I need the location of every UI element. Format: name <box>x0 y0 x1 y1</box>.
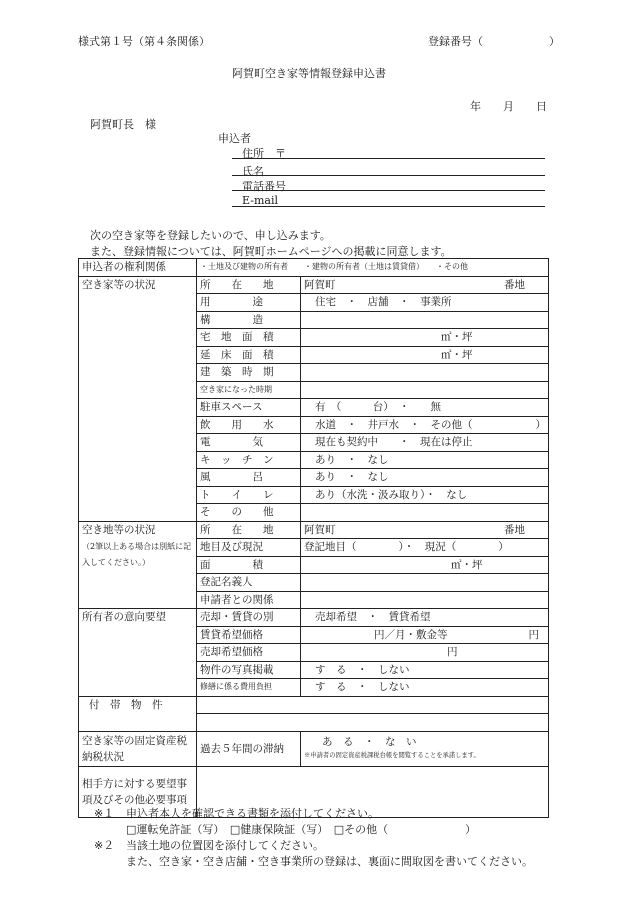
house-toilet-options[interactable]: あり（水洗・汲み取り）・ なし <box>301 486 549 504</box>
house-other-label: そ の 他 <box>197 504 301 522</box>
house-kitchen-label: キ ッ チ ン <box>197 451 301 469</box>
tax-sub-label: 過去５年間の滞納 <box>197 731 301 766</box>
house-build-period-label: 建 築 時 期 <box>197 364 301 382</box>
land-area-field[interactable]: ㎡・坪 <box>301 556 549 574</box>
note-1-text: 申込者本人を確認できる書類を添付してください。 <box>126 807 379 820</box>
house-location-field[interactable] <box>301 276 549 294</box>
tax-options[interactable]: あ る ・ な い <box>322 735 417 748</box>
owner-sale-price-field[interactable]: 円 <box>301 644 549 662</box>
house-build-period-field[interactable] <box>301 364 549 382</box>
house-electricity-options[interactable]: 現在も契約中 ・ 現在は停止 <box>301 434 549 452</box>
land-location-label: 所 在 地 <box>197 521 301 539</box>
house-structure-label: 構 造 <box>197 311 301 329</box>
phone-field[interactable] <box>232 190 545 191</box>
land-location-field[interactable] <box>301 521 549 539</box>
email-label: E-mail <box>242 194 278 207</box>
attached-property-field-2[interactable] <box>197 714 549 732</box>
phone-label: 電話番号 <box>242 180 286 193</box>
house-location-suffix: 番地 <box>504 278 525 291</box>
house-water-options[interactable]: 水道 ・ 井戸水 ・ その他（ ） <box>301 416 549 434</box>
house-location-town: 阿賀町 <box>304 278 336 291</box>
house-usage-options[interactable]: 住宅 ・ 店舗 ・ 事業所 <box>301 294 549 312</box>
owner-rent-deposit-unit: 円 <box>528 628 539 641</box>
owner-rent-price-unit: 円／月・敷金等 <box>374 628 448 641</box>
name-field[interactable] <box>232 175 545 176</box>
house-bath-label: 風 呂 <box>197 469 301 487</box>
address-label: 住所 〒 <box>242 147 286 160</box>
land-section-note: （2筆以上ある場合は別紙に記入してください。） <box>82 541 192 567</box>
note-2-text-2: また、空き家・空き店舗・空き事業所の登録は、裏面に間取図を書いてください。 <box>126 855 533 868</box>
request-label: 相手方に対する要望事項及びその他必要事項 <box>79 766 197 817</box>
house-location-label: 所 在 地 <box>197 276 301 294</box>
house-kitchen-options[interactable]: あり ・ なし <box>301 451 549 469</box>
house-bath-options[interactable]: あり ・ なし <box>301 469 549 487</box>
owner-row <box>79 609 549 627</box>
house-toilet-label: ト イ レ <box>197 486 301 504</box>
date-field[interactable]: 年 月 日 <box>470 100 547 113</box>
house-parking-options[interactable]: 有 （ 台） ・ 無 <box>301 399 549 417</box>
address-field[interactable] <box>232 158 545 159</box>
house-vacant-since-label: 空き家になった時期 <box>197 381 301 399</box>
house-floor-area-label: 延 床 面 積 <box>197 346 301 364</box>
land-area-label: 面 積 <box>197 556 301 574</box>
note-2-text: 当該土地の位置図を添付してください。 <box>126 839 324 852</box>
owner-rent-price-label: 賃貸希望価格 <box>197 626 301 644</box>
owner-sale-rent-options[interactable]: 売却希望 ・ 賃貸希望 <box>301 609 549 627</box>
land-location-suffix: 番地 <box>504 523 525 536</box>
owner-sale-rent-label: 売却・賃貸の別 <box>197 609 301 627</box>
document-title: 阿賀町空き家等情報登録申込書 <box>232 67 386 80</box>
owner-photo-options[interactable]: す る ・ しない <box>301 661 549 679</box>
form-number: 様式第１号（第４条関係） <box>78 35 210 48</box>
intro-line-2: また、登録情報については、阿賀町ホームページへの掲載に同意します。 <box>90 245 452 258</box>
note-1-mark: ※１ <box>94 807 115 820</box>
registration-number-label: 登録番号（ ） <box>428 35 560 48</box>
name-label: 氏名 <box>242 165 264 178</box>
land-row <box>79 521 549 539</box>
attached-property-field-1[interactable] <box>197 696 549 714</box>
tax-note: ※申請者の固定資産税課税台帳を閲覧することを承諾します。 <box>304 751 480 759</box>
house-vacant-since-field[interactable] <box>301 381 549 399</box>
rights-row <box>79 259 549 277</box>
land-registered-owner-field[interactable] <box>301 574 549 592</box>
house-other-field[interactable] <box>301 504 549 522</box>
land-section-label: 空き地等の状況 <box>82 523 156 536</box>
land-category-label: 地目及び現況 <box>197 539 301 557</box>
tax-label: 空き家等の固定資産税納税状況 <box>79 731 197 766</box>
house-water-label: 飲 用 水 <box>197 416 301 434</box>
tax-field[interactable] <box>301 731 549 766</box>
note-2-mark: ※２ <box>94 839 115 852</box>
applicant-heading: 申込者 <box>218 132 251 145</box>
house-usage-label: 用 途 <box>197 294 301 312</box>
owner-repair-cost-label: 修繕に係る費用負担 <box>197 679 301 697</box>
land-category-field[interactable]: 登記地目（ ）・ 現況（ ） <box>301 539 549 557</box>
land-relationship-field[interactable] <box>301 591 549 609</box>
owner-sale-price-label: 売却希望価格 <box>197 644 301 662</box>
note-1-options[interactable]: □運転免許証（写） □健康保険証（写） □その他（ ） <box>126 823 477 836</box>
owner-section-label: 所有者の意向要望 <box>79 609 197 697</box>
owner-photo-label: 物件の写真掲載 <box>197 661 301 679</box>
attached-row <box>79 696 549 714</box>
rights-options[interactable]: ・土地及び建物の所有者 ・建物の所有者（土地は賃貸借） ・その他 <box>197 259 549 277</box>
land-section-label-cell <box>79 521 197 609</box>
land-relationship-label: 申請者との関係 <box>197 591 301 609</box>
house-lot-area-label: 宅 地 面 積 <box>197 329 301 347</box>
house-electricity-label: 電 気 <box>197 434 301 452</box>
house-row <box>79 276 549 294</box>
registration-table <box>78 258 549 818</box>
house-structure-field[interactable] <box>301 311 549 329</box>
land-location-town: 阿賀町 <box>304 523 336 536</box>
tax-row <box>79 731 549 766</box>
house-section-label: 空き家等の状況 <box>79 276 197 521</box>
rights-label: 申込者の権利関係 <box>79 259 197 277</box>
house-lot-area-field[interactable]: ㎡・坪 <box>301 329 549 347</box>
house-floor-area-field[interactable]: ㎡・坪 <box>301 346 549 364</box>
intro-line-1: 次の空き家等を登録したいので、申し込みます。 <box>90 229 331 242</box>
owner-rent-price-field[interactable] <box>301 626 549 644</box>
house-parking-label: 駐車スペース <box>197 399 301 417</box>
email-field[interactable] <box>232 206 545 207</box>
land-registered-owner-label: 登記名義人 <box>197 574 301 592</box>
addressee: 阿賀町長 様 <box>90 118 156 131</box>
attached-property-label: 付 帯 物 件 <box>79 696 197 731</box>
owner-repair-cost-options[interactable]: す る ・ しない <box>301 679 549 697</box>
